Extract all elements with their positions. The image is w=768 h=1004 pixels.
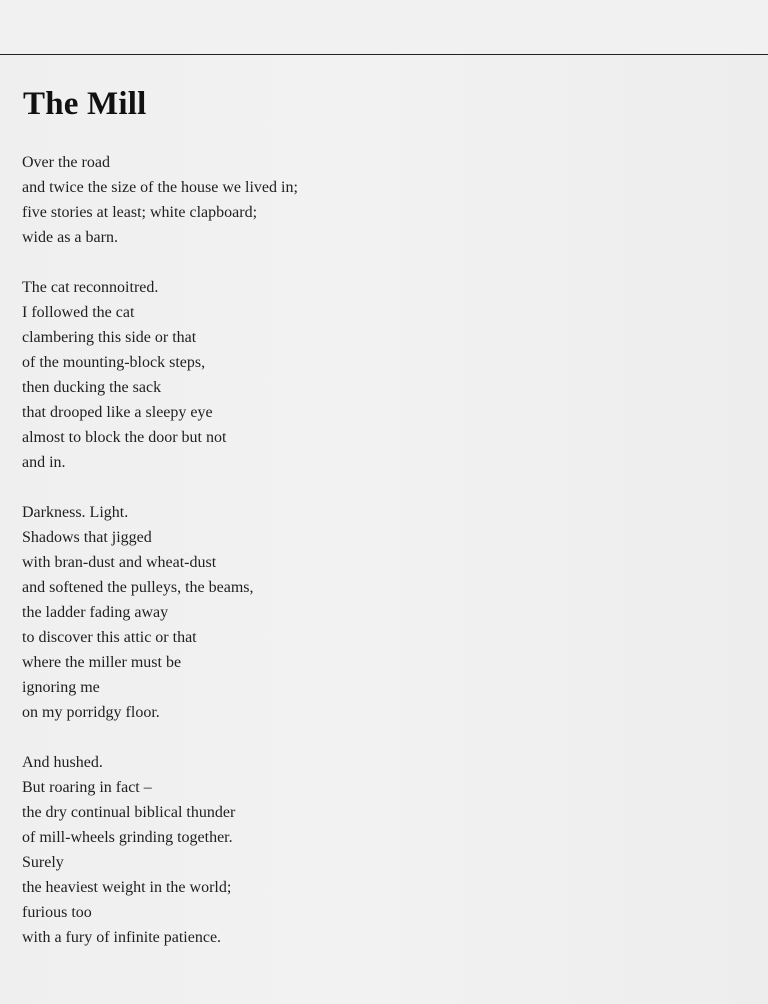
top-strip bbox=[0, 0, 768, 54]
poem-line: to discover this attic or that bbox=[22, 629, 197, 646]
poem-line: Surely bbox=[22, 854, 64, 871]
poem-line: Darkness. Light. bbox=[22, 504, 129, 521]
poem-body bbox=[22, 150, 722, 975]
poem-line: clambering this side or that bbox=[22, 329, 197, 346]
stanza-1 bbox=[22, 150, 722, 250]
poem-line: with a fury of infinite patience. bbox=[22, 929, 222, 946]
poem-line: ignoring me bbox=[22, 679, 100, 696]
poem-line: and in. bbox=[22, 454, 66, 471]
poem-line: and softened the pulleys, the beams, bbox=[22, 579, 254, 596]
poem-line: five stories at least; white clapboard; bbox=[22, 204, 258, 221]
stanza-4 bbox=[22, 750, 722, 950]
poem-line: I followed the cat bbox=[22, 304, 135, 321]
poem-line: But roaring in fact – bbox=[22, 779, 152, 796]
poem-line: where the miller must be bbox=[22, 654, 182, 671]
poem-line: Over the road bbox=[22, 154, 110, 171]
poem-line: that drooped like a sleepy eye bbox=[22, 404, 213, 421]
poem-line: The cat reconnoitred. bbox=[22, 279, 159, 296]
stanza-2 bbox=[22, 275, 722, 475]
poem-line: wide as a barn. bbox=[22, 229, 118, 246]
poem-line: then ducking the sack bbox=[22, 379, 162, 396]
poem-line: almost to block the door but not bbox=[22, 429, 227, 446]
poem-title: The Mill bbox=[23, 86, 147, 122]
poem-line: the ladder fading away bbox=[22, 604, 169, 621]
poem-line: with bran-dust and wheat-dust bbox=[22, 554, 217, 571]
poem-line: And hushed. bbox=[22, 754, 103, 771]
poem-line: the dry continual biblical thunder bbox=[22, 804, 236, 821]
poem-line: on my porridgy floor. bbox=[22, 704, 160, 721]
poem-line: furious too bbox=[22, 904, 92, 921]
poem-line: Shadows that jigged bbox=[22, 529, 152, 546]
poem-line: the heaviest weight in the world; bbox=[22, 879, 232, 896]
stanza-3 bbox=[22, 500, 722, 725]
poem-page bbox=[0, 55, 768, 1004]
poem-line: of mill-wheels grinding together. bbox=[22, 829, 233, 846]
poem-line: of the mounting-block steps, bbox=[22, 354, 206, 371]
poem-line: and twice the size of the house we lived in; bbox=[22, 179, 298, 196]
